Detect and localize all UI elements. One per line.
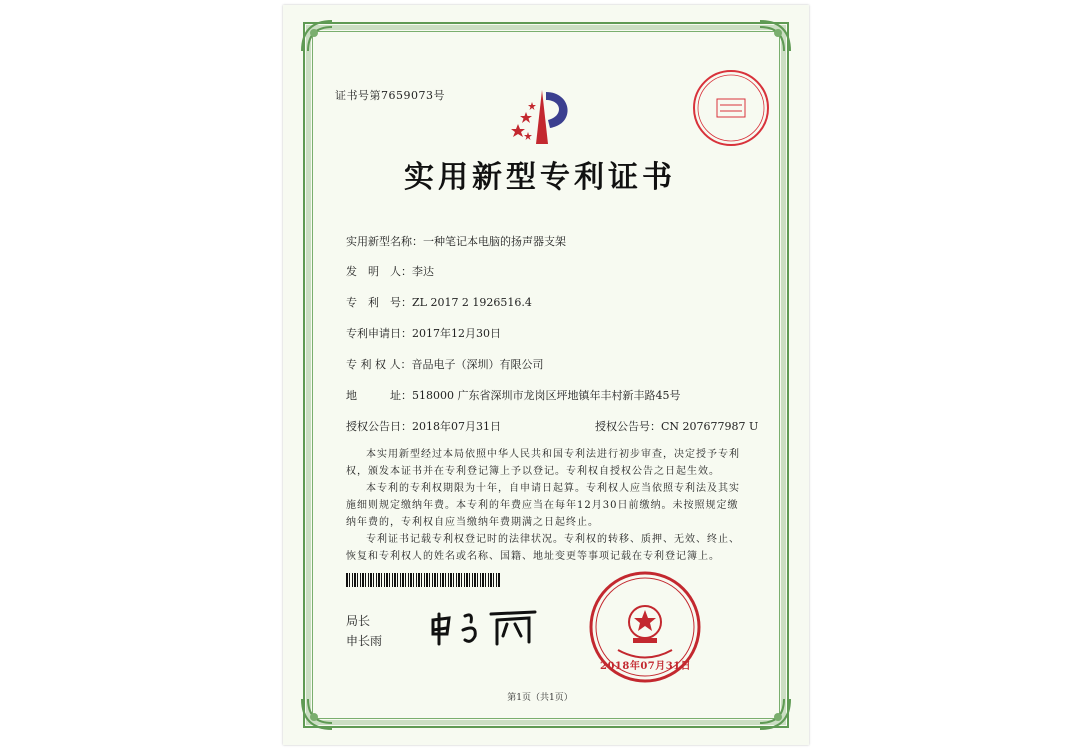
field-value: ZL 2017 2 1926516.4 <box>412 296 532 309</box>
field-label: 地 址： <box>346 389 412 402</box>
signatory-title: 局长 <box>346 614 371 628</box>
field-label: 专 利 权 人： <box>346 358 412 371</box>
body-paragraph: 本专利的专利权期限为十年，自申请日起算。专利权人应当依照专利法及其实施细则规定缴纳年费。本专利的年费应当在每年12月30日前缴纳。未按照规定缴纳年费的，专利权自应当缴纳年费期满之日起终止。 <box>346 483 740 528</box>
field-application-date <box>346 325 501 341</box>
field-patent-number <box>346 294 532 310</box>
field-label: 专利申请日： <box>346 327 412 340</box>
field-label: 专 利 号： <box>346 296 412 309</box>
field-label: 授权公告号： <box>595 420 661 433</box>
field-patentee <box>346 356 544 372</box>
field-value: 一种笔记本电脑的扬声器支架 <box>423 235 566 248</box>
certificate-title: 实用新型专利证书 <box>404 160 676 195</box>
signatory-name: 申长雨 <box>346 634 383 648</box>
patent-office-logo-icon <box>502 84 582 150</box>
barcode-icon <box>346 573 500 587</box>
field-inventor <box>346 263 434 279</box>
field-publication-number <box>595 418 758 434</box>
field-value: CN 207677987 U <box>661 420 759 433</box>
certificate-number: 证书号第7659073号 <box>335 89 445 102</box>
body-paragraph: 本实用新型经过本局依照中华人民共和国专利法进行初步审查，决定授予专利权，颁发本证书并在专利登记簿上予以登记。专利权自授权公告之日起生效。 <box>346 449 740 477</box>
field-label: 发 明 人： <box>346 265 412 278</box>
field-address <box>346 387 680 403</box>
field-value: 李达 <box>412 265 434 278</box>
handwritten-signature-icon <box>425 600 545 650</box>
field-value: 音品电子（深圳）有限公司 <box>411 358 544 371</box>
agency-stamp-icon <box>690 67 772 149</box>
corner-ornament-icon <box>300 19 334 53</box>
field-label: 授权公告日： <box>346 420 412 433</box>
field-utility-model-name <box>346 233 566 249</box>
field-value: 518000 广东省深圳市龙岗区坪地镇年丰村新丰路45号 <box>412 389 681 402</box>
field-grant-date <box>346 418 501 434</box>
seal-date: 2018年07月31日 <box>600 661 692 672</box>
field-value: 2018年07月31日 <box>412 420 501 433</box>
corner-ornament-icon <box>758 19 792 53</box>
field-label: 实用新型名称： <box>346 235 423 248</box>
field-value: 2017年12月30日 <box>412 327 501 340</box>
body-paragraph: 专利证书记载专利权登记时的法律状况。专利权的转移、质押、无效、终止、恢复和专利权人的姓名或名称、国籍、地址变更等事项记载在专利登记簿上。 <box>346 534 740 562</box>
page-number: 第1页（共1页） <box>507 693 573 703</box>
